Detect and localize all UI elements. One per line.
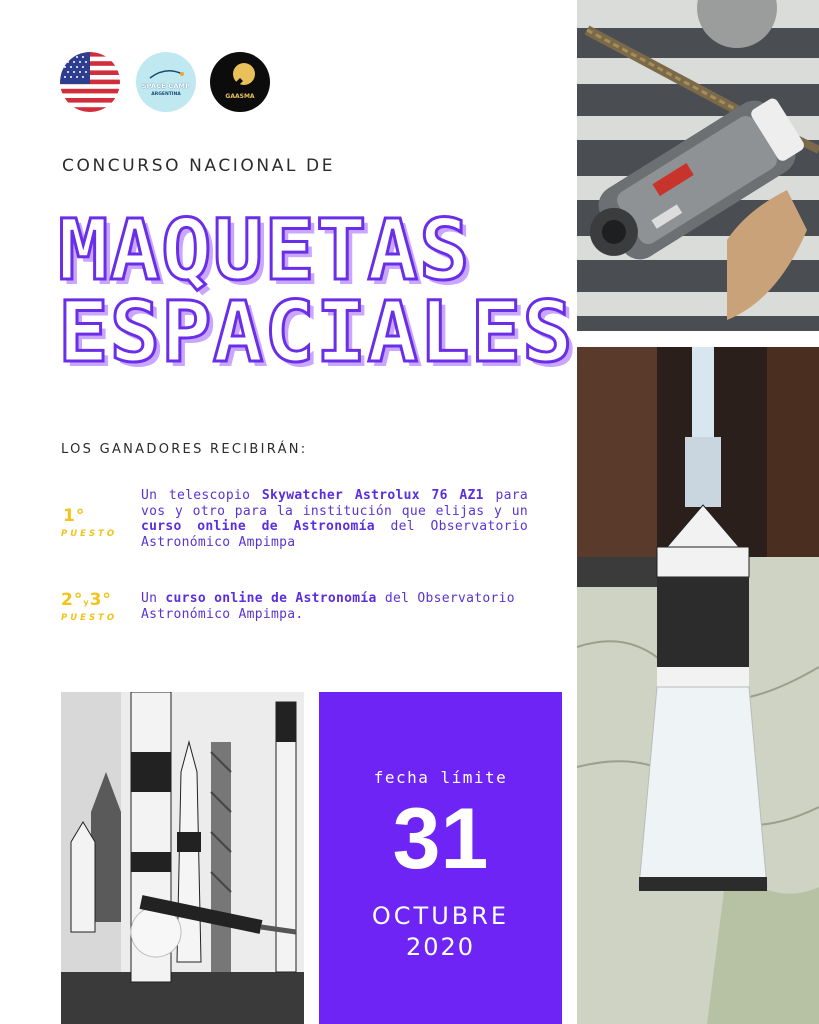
third-place-number: 3° (89, 590, 112, 610)
winners-heading: LOS GANADORES RECIBIRÁN: (61, 442, 308, 457)
apollo-model-photo (577, 347, 819, 1024)
telescope-icon (210, 52, 270, 112)
second-prize-text-2: del Observatorio Astronómico Ampimpa. (141, 591, 515, 622)
deadline-day: 31 (392, 791, 489, 887)
second-place-number: 2° (61, 590, 84, 610)
rocket-models-photo (61, 692, 304, 1024)
first-place-number: 1 (63, 506, 76, 526)
first-prize-text-1: Un telescopio (141, 488, 262, 503)
space-station-model-photo (577, 0, 819, 331)
first-prize-text-2: para vos y otro para la institución que elijas y un (141, 488, 528, 519)
space-camp-logo-line1: SPACE CAMP (141, 81, 191, 90)
rocket-icon (146, 68, 186, 82)
first-prize-text-3: del Observatorio Astronómico Ampimpa (141, 519, 528, 550)
place-joiner: y (83, 598, 90, 607)
usa-flag-logo (60, 52, 120, 112)
first-place-badge (61, 506, 117, 539)
deadline-year: 2020 (405, 933, 476, 961)
title-line-1: MAQUETAS (58, 201, 471, 299)
second-prize-description (141, 591, 528, 622)
deadline-box (319, 692, 562, 1024)
second-third-place-badge (61, 590, 117, 623)
gaasma-logo-text: GAASMA (225, 93, 255, 100)
first-prize-description (141, 488, 528, 550)
first-prize-course: curso online de Astronomía (141, 519, 375, 534)
deadline-label: fecha límite (373, 768, 508, 787)
space-camp-logo-line2: ARGENTINA (151, 91, 181, 97)
second-prize-text-1: Un (141, 591, 166, 606)
title-line-2: ESPACIALES (58, 283, 574, 381)
contest-subtitle: CONCURSO NACIONAL DE (62, 156, 336, 176)
first-place-label: PUESTO (61, 529, 118, 539)
first-place-suffix: ° (75, 506, 86, 526)
second-third-place-label: PUESTO (61, 613, 118, 623)
space-camp-logo (136, 52, 196, 112)
deadline-month: OCTUBRE (371, 902, 510, 930)
first-prize-telescope: Skywatcher Astrolux 76 AZ1 (261, 488, 484, 503)
second-prize-course: curso online de Astronomía (165, 591, 377, 606)
gaasma-logo (210, 52, 270, 112)
